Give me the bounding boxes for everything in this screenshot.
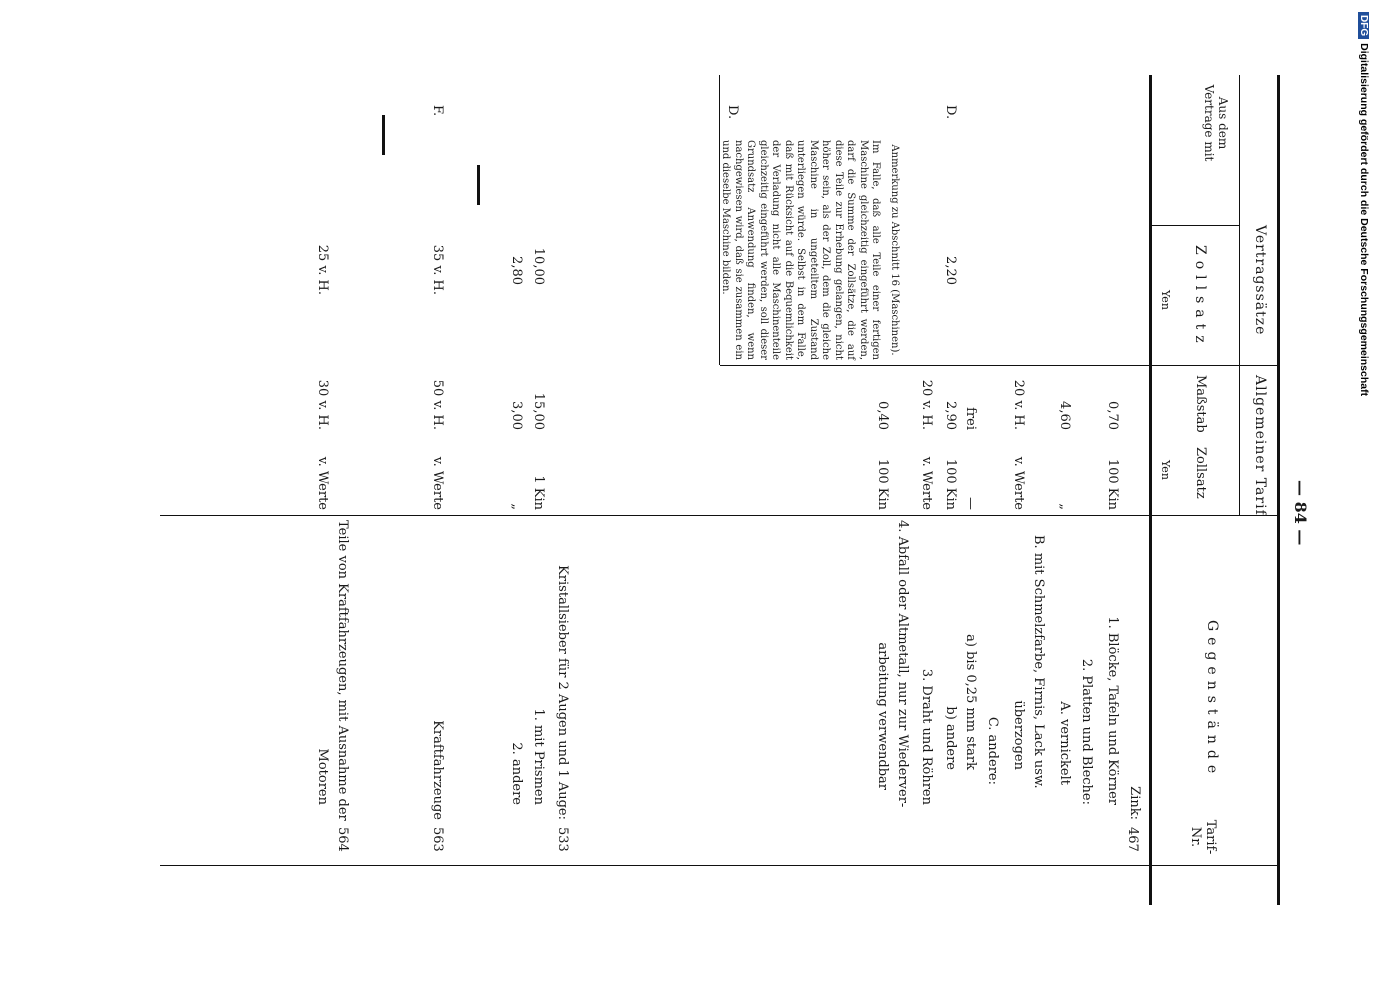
item-text: a) bis 0,25 mm stark <box>963 634 978 770</box>
vertrag-satz: 10,00 <box>531 247 546 285</box>
item-massstab: v. Werte <box>430 456 445 510</box>
item-text: b) andere <box>943 706 958 770</box>
table-header-rule <box>1149 75 1152 905</box>
item-satz: 15,00 <box>531 392 546 430</box>
item-satz: 30 v. H. <box>315 379 330 430</box>
item-massstab: 1 Kin <box>531 475 546 510</box>
item-satz: 3,00 <box>509 401 524 430</box>
entry-title-564-cont: Motoren <box>315 748 330 805</box>
header-yen: Yen <box>1159 460 1172 480</box>
header-allgemeiner-tarif: Allgemeiner Tarif <box>1252 375 1268 516</box>
item-text: B. mit Schmelzfarbe, Firnis, Lack usw. <box>1031 535 1046 789</box>
page-number: — 84 — <box>1291 480 1310 546</box>
item-text: 2. Platten und Bleche: <box>1079 658 1094 805</box>
item-massstab: v. Werte <box>1011 456 1026 510</box>
item-satz: frei <box>963 407 978 430</box>
item-satz: 0,70 <box>1105 401 1120 430</box>
note-bottom-rule <box>719 75 720 365</box>
allgemein-header-rule <box>1239 365 1240 515</box>
item-satz: 20 v. H. <box>919 379 934 430</box>
entry-title-564: Teile von Kraftfahrzeugen, mit Ausnahme der <box>335 520 350 821</box>
col-divider-left <box>720 365 1280 366</box>
item-satz: 20 v. H. <box>1011 379 1026 430</box>
vertrag-satz: 25 v. H. <box>315 244 330 295</box>
header-gegenstaende: Gegenstände <box>1204 620 1220 780</box>
item-massstab: 100 Kin <box>943 458 958 510</box>
tarif-nr-467: 467 <box>1125 827 1140 852</box>
item-text: 1. Blöcke, Tafeln und Körner <box>1105 616 1120 805</box>
item-satz: 4,60 <box>1057 401 1072 430</box>
item-text: C. andere: <box>985 716 1000 785</box>
dfg-logo: DFG <box>1358 12 1369 39</box>
tarif-nr-563: 563 <box>430 827 445 852</box>
vertrag-satz: 2,80 <box>509 256 524 285</box>
vertrag-satz: 2,20 <box>943 256 958 285</box>
item-text: 4. Abfall oder Altmetall, nur zur Wiederver- <box>895 520 910 808</box>
item-text: überzogen <box>1011 700 1026 770</box>
table-top-rule <box>1277 75 1280 905</box>
document-page <box>160 75 1310 905</box>
item-massstab: v. Werte <box>315 456 330 510</box>
brace-rule <box>477 165 480 205</box>
item-massstab: 100 Kin <box>1105 458 1120 510</box>
item-text: 3. Draht und Röhren <box>919 668 934 805</box>
entry-title-563: Kraftfahrzeuge <box>430 720 445 820</box>
col-divider-middle <box>160 515 1280 516</box>
item-massstab: 100 Kin <box>875 458 890 510</box>
entry-title-533: Kristallsieber für 2 Augen und 1 Auge: <box>555 565 570 820</box>
tarif-nr-533: 533 <box>555 827 570 852</box>
item-massstab: — <box>963 497 978 510</box>
header-vertragssaetze: Vertragssätze <box>1252 225 1268 336</box>
entry-title-zink: Zink: <box>1127 786 1142 820</box>
item-massstab: „ <box>509 503 524 510</box>
item-massstab: „ <box>1057 503 1072 510</box>
item-text: A. vernickelt <box>1057 701 1072 785</box>
item-satz: 50 v. H. <box>430 379 445 430</box>
header-massstab: Maßstab <box>1193 375 1208 433</box>
vertrag-land: D. <box>943 105 958 120</box>
item-satz: 2,90 <box>943 401 958 430</box>
note-body: Im Falle, daß alle Teile einer fertigen Maschine gleichzeitig eingeführt werden, darf die Summe der Zollsätze, die auf diese Teile zur Erhebung gelangen, nicht höher sein, als der Zoll, dem die gleiche Maschine in ungeteiltem Zustand unterliegen würde. Selbst in dem Falle, daß mit Rücksicht auf die Bequemlichkeit der Verladung nicht alle Maschinenteile gleichzeitig eingeführt werden, soll dieser Grundsatz Anwendung finden, wenn nachgewiesen wird, daß sie zusammen ein und dieselbe Maschine bilden. <box>720 140 882 360</box>
header-zollsatz: Zollsatz <box>1193 447 1208 499</box>
item-text: arbeitung verwendbar <box>875 642 890 790</box>
vertrag-header-rule <box>1239 75 1240 365</box>
item-satz: 0,40 <box>875 401 890 430</box>
note-heading: Anmerkung zu Abschnitt 16 (Maschinen). <box>889 144 900 356</box>
tarif-nr-564: 564 <box>335 827 350 852</box>
header-aus-dem-vertrage: Aus dem Vertrage mit <box>1202 84 1230 162</box>
col-divider-right <box>160 865 1280 866</box>
header-yen-vertrag: Yen <box>1159 290 1172 310</box>
item-text: 2. andere <box>509 742 524 805</box>
vertrag-land: F. <box>430 105 445 117</box>
item-text: 1. mit Prismen <box>531 708 546 805</box>
item-massstab: v. Werte <box>919 456 934 510</box>
credit-text: Digitalisierung gefördert durch die Deutsche Forschungsgemeinschaft <box>1358 43 1370 397</box>
header-zollsatz-vertrag: Zollsatz <box>1192 245 1208 349</box>
note-land: D. <box>725 105 740 120</box>
brace-rule <box>382 115 385 155</box>
col-divider-inner <box>1150 225 1240 226</box>
note-block <box>719 140 900 360</box>
header-tarif-nr: Tarif-Nr. <box>1188 819 1218 855</box>
vertrag-satz: 35 v. H. <box>430 244 445 295</box>
